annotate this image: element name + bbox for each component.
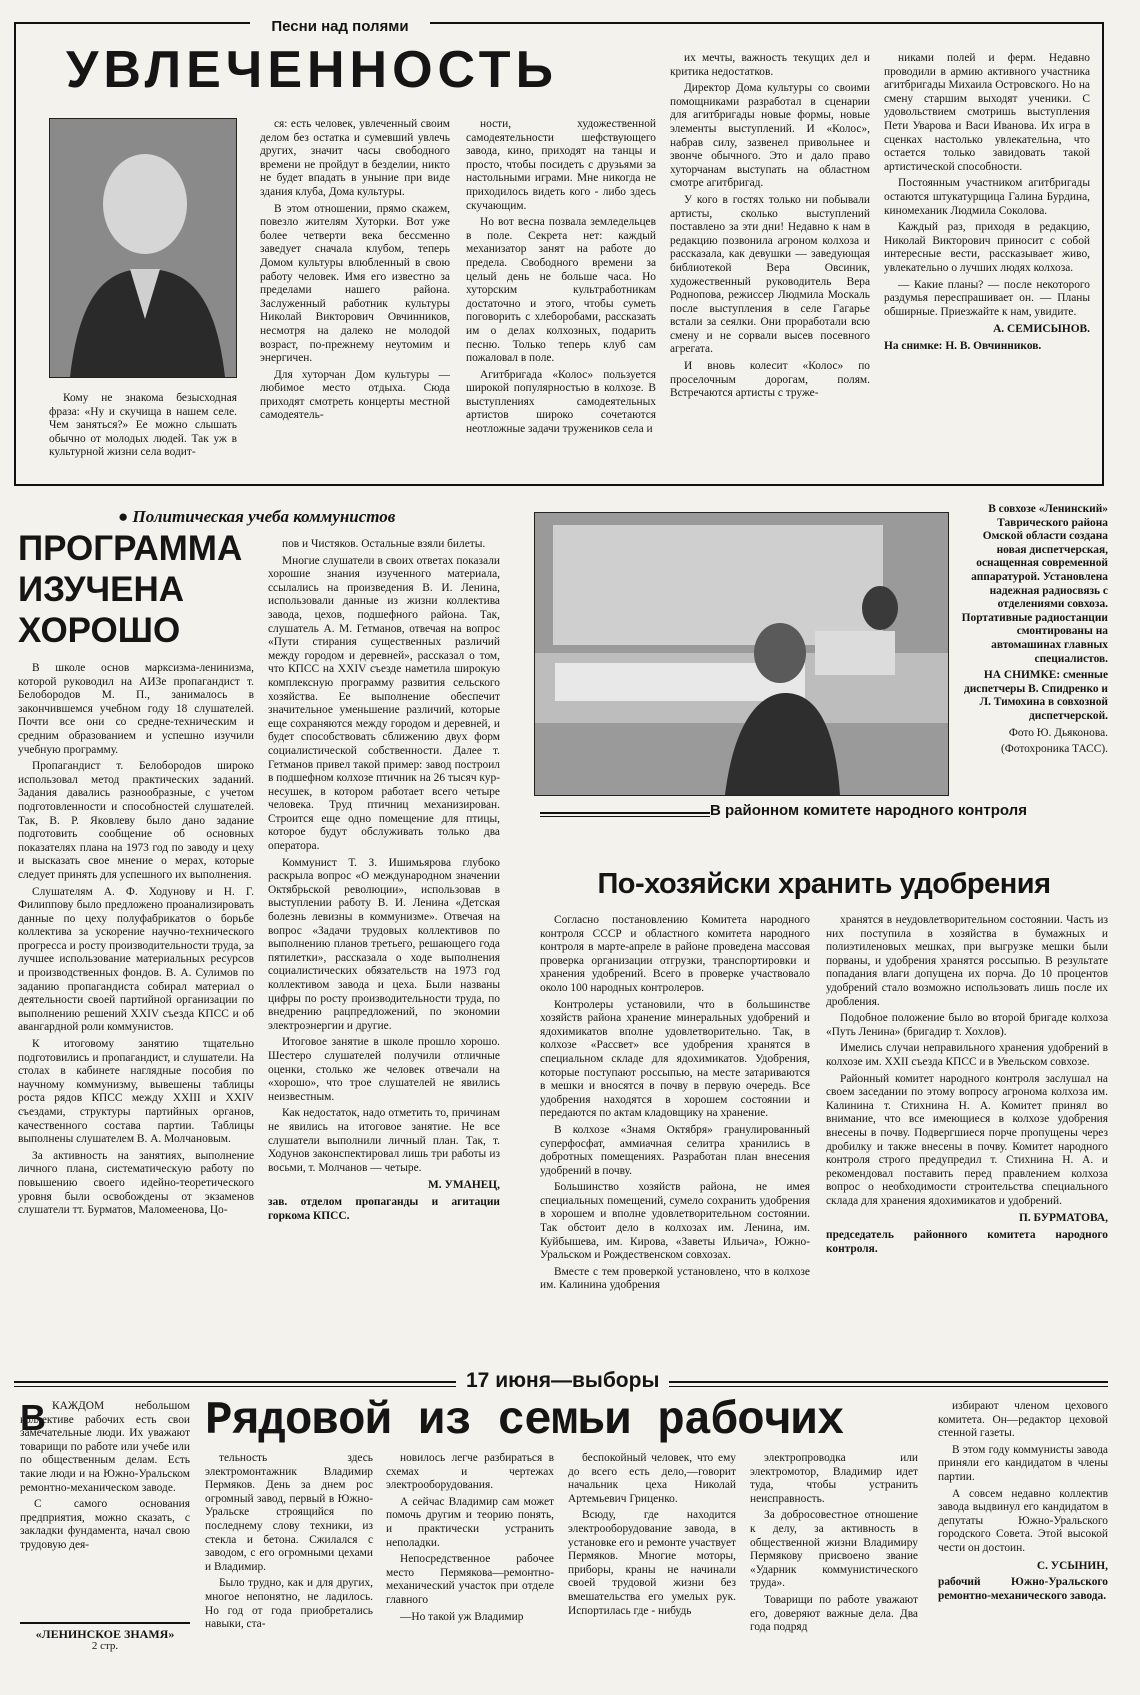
paragraph: У кого в гостях только ни побывали артисты, сколько выступлений поставлено за эти дни! Недавно к нам в редакцию позвонила агроном колхоза и рассказала, как девушки — заведующая библиотекой Вера Овсиник, художественный руководитель Вера Роднопова, режиссер Людмила Москаль после выступления в селе Гагарье встали за сеялки. Они проработали всю смену и не сорвали высев посевного агрегата. [670, 193, 870, 356]
photo-credit: Фото Ю. Дьяконова. [1008, 726, 1108, 739]
paragraph: А сейчас Владимир сам может помочь другим и теорию понять, и практически устранить неполадки. [386, 1495, 554, 1549]
paragraph: И вновь колесит «Колос» по проселочным дорогам, полям. Встречаются артисты с труже- [670, 360, 870, 400]
article-column-5 [884, 52, 1090, 484]
paragraph: Итоговое занятие в школе прошло хорошо. Шестеро слушателей получили отличные оценки, столько же человек отвечали на «хорошо», что трое слушателей не явились неизвестным. [268, 1036, 500, 1103]
paragraph: новилось легче разбираться в схемах и чертежах электрооборудования. [386, 1452, 554, 1492]
paragraph: Кому не знакома безысходная фраза: «Ну и скучища в нашем селе. Чем заняться?» Ее можно слышать обычно от молодых людей. Так уж в культурной жизни села водит- [49, 392, 237, 459]
paragraph: В колхозе «Знамя Октября» гранулированный суперфосфат, аммиачная селитра хранились в добротных помещениях. Разработан план внесения удобрений в почву. [540, 1123, 810, 1177]
article-column-3 [386, 1452, 554, 1688]
paragraph: Для хуторчан Дом культуры — любимое место отдыха. Сюда приходят смотреть концерты местной самодеятель- [260, 368, 450, 422]
section-kicker: В районном комитете народного контроля [710, 802, 1108, 819]
article-title [18, 528, 278, 651]
paragraph: Было трудно, как и для других, многое непонятно, не ладилось. Но год от года приобретались навыки, ста- [205, 1577, 373, 1631]
author-role: рабочий Южно-Уральского ремонтно-механического завода. [938, 1576, 1108, 1602]
paragraph: — Какие планы? — после некоторого раздумья переспрашивает он. — Планы обширные. Приезжайте к нам, увидите. [884, 278, 1090, 318]
news-photo [534, 512, 949, 796]
paragraph: Всюду, где находится электрооборудование завода, в установке его и ремонте участвует Пермяков. Многие моторы, приборы, краны не начинали своей трудовой жизни без вмешательства его умелых рук. Испортилась где - нибудь [568, 1509, 736, 1617]
paragraph: Агитбригада «Колос» пользуется широкой популярностью в колхозе. В выступлениях самодеятельных артистов широко сочетаются неотложные задачи тружеников села и [466, 368, 656, 436]
paragraph: их мечты, важность текущих дел и критика недостатков. [670, 52, 870, 78]
title-line: ПРОГРАММА [18, 529, 243, 568]
article-column-4 [568, 1452, 736, 1688]
paragraph: Коммунист Т. З. Ишимьярова глубоко раскрыла вопрос «О международном значении Октябрьской революции», использовав в выступлении работу В. И. Ленина «Детская болезнь левизны в коммунизме». Отвечая на вопрос «Задачи трудовых коллективов по выполнению планов третьего, решающего года пятилетки», рассказала о ходе выполнения социалистических обязательств на 1973 год коллективом завода и цеха. Были названы цифры по росту производительности труда, по внедрению рацпредложений, по экономии электроэнергии и другие. [268, 856, 500, 1032]
article-title: По-хозяйски хранить удобрения [597, 868, 1051, 900]
election-banner: 17 июня—выборы [456, 1369, 669, 1393]
title-line: ХОРОШО [18, 611, 181, 650]
photo-caption [958, 503, 1108, 803]
paragraph: Непосредственное рабочее место Пермякова—ремонтно-механический участок при отделе главного [386, 1553, 554, 1606]
paragraph: хранятся в неудовлетворительном состоянии. Часть из них поступила в хозяйства в бумажных и полиэтиленовых мешках, при выгрузке мешки были порваны, и удобрения хранятся россыпью. В результате попадания влаги допущена их порча. До 10 процентов удобрений стало возможно использовать лишь после их дробления. [826, 914, 1108, 1008]
author-signature: А. СЕМИСЫНОВ. [993, 323, 1090, 336]
paragraph: Имелись случаи неправильного хранения удобрений в колхозе им. XXII съезда КПСС и в Увельском совхозе. [826, 1042, 1108, 1068]
photo-agency: (Фотохроника ТАСС). [1000, 743, 1108, 756]
paragraph: Многие слушатели в своих ответах показали хорошие знания изученного материала, ссылались на произведения В. И. Ленина, использовали данные из жизни коллектива завода, цехов, подшефного района. Так, слушатель А. М. Гетманов, отвечая на вопрос «Пути стирания существенных различий между городом и деревней», рассказал о том, что КПСС на XXIV съезде наметила широкую комплексную программу развития сельского хозяйства. Ее выполнение обеспечит значительное уменьшение различий, которые еще сохраняются между городом и деревней, и будет способствовать сближению двух форм социалистической собственности. Далее т. Гетманов привел такой пример: завод построил в подшефном колхозе птичник на 26 тысяч кур-несушек, в котором работает всего четыре человека. Труд птичниц механизирован. Строится еще одно помещение для птицы, которое будут обслуживать только два оператора. [268, 554, 500, 853]
article-column-2 [205, 1452, 373, 1688]
paragraph: С самого основания предприятия, можно сказать, с закладки фундамента, начал свою трудовую дея- [20, 1498, 190, 1551]
paragraph: Товарищи по работе уважают его, доверяют важные дела. Два года подряд [750, 1593, 918, 1634]
paragraph: ности, художественной самодеятельности шефствующего завода, кино, приходят на танцы и просто, чтобы посидеть с друзьями за настольными играми. Мне никогда не приходилось видеть кого - либо здесь скучающим. [466, 118, 656, 212]
portrait-photo [49, 118, 237, 378]
article-column-6 [938, 1400, 1108, 1690]
paragraph: избирают членом цехового комитета. Он—редактор цеховой стенной газеты. [938, 1400, 1108, 1440]
section-kicker: Песни над полями [250, 18, 430, 35]
paragraph: НА СНИМКЕ: сменные диспетчеры В. Спидренко и Л. Тимохина в совхозной диспетчерской. [963, 669, 1108, 722]
article-column-3 [466, 118, 656, 484]
kicker-text: Политическая учеба коммунистов [132, 507, 396, 526]
left-border [14, 22, 16, 485]
paragraph: Согласно постановлению Комитета народного контроля СССР и областного комитета народного контроля в марте-апреле в районе проведена массовая проверка организации отгрузки, транспортировки и хранения удобрений. Всего в проверке участвовало около 100 народных контролеров. [540, 914, 810, 994]
article-column-4 [670, 52, 870, 484]
photo-note: На снимке: Н. В. Овчинников. [884, 339, 1042, 352]
paragraph: беспокойный человек, что ему до всего есть дело,—говорит начальник цеха Николай Артемьевич Гриценко. [568, 1452, 736, 1505]
newspaper-name: «ЛЕНИНСКОЕ ЗНАМЯ» [20, 1622, 190, 1642]
dispatch-room-scene [535, 513, 948, 795]
paragraph: Но вот весна позвала земледельцев в поле. Секрета нет: каждый механизатор занят на работе до предела. Свободного времени за целый день не больше часа. Но хуторским культработникам достаточно и этого, чтобы суметь поговорить с хлеборобами, рассказать им о делах колхозных, подарить песню. Только теперь клуб сам пожаловал в поле. [466, 216, 656, 365]
article-column-1 [540, 914, 810, 1354]
article-title: УВЛЕЧЕННОСТЬ [66, 41, 558, 99]
paragraph: Контролеры установили, что в большинстве хозяйств района хранение минеральных удобрений и ядохимикатов вполне удовлетворительно. Так, в колхозе «Рассвет» все удобрения хранятся в специальном складе для ядохимикатов. Удобрения, которые поступают россыпью, на месте затариваются в мешки и вносятся в почву в первую очередь. Все удобрения находятся в хорошем состоянии и передаются по актам кладовщику на хранение. [540, 998, 810, 1120]
paragraph: За добросовестное отношение к делу, за активность в общественной жизни Владимиру Пермякову присвоено звание «Ударник коммунистического труда». [750, 1509, 918, 1590]
article-column-2 [826, 914, 1108, 1354]
paragraph: КАЖДОМ небольшом коллективе рабочих есть свои замечательные люди. Их уважают товарищи по работе или учебе или по общественным делам. Есть такие люди и на Южно-Уральском ремонтно-механическом заводе. [20, 1400, 190, 1494]
paragraph: электропроводка или электромотор, Владимир идет туда, чтобы устранить неисправность. [750, 1452, 918, 1505]
drop-cap: В [20, 1397, 46, 1438]
paragraph: В этом отношении, прямо скажем, повезло жителям Хуторки. Вот уже более четверти века бессменно заведует сначала клубом, теперь Домом культуры влюбленный в свою работу человек. Имя его известно за пределами нашего района. Заслуженный работник культуры Николай Викторович Овчинников, несмотря на далеко не молодой возраст, по-прежнему неутомим и энергичен. [260, 202, 450, 365]
article-column-1 [20, 1397, 190, 1660]
author-role: зав. отделом пропаганды и агитации горкома КПСС. [268, 1195, 500, 1222]
paragraph: Директор Дома культуры со своими помощниками разработал в сценарии для агитбригады новые формы, новые элементы выступлений. И «Колос», набрав силу, зазвенел привольнее и звонче обычного. Это и дало право хуторчанам выступать на областном смотре агитбригад. [670, 82, 870, 190]
paragraph: Каждый раз, приходя в редакцию, Николай Викторович приносит с собой интересные вести, рассказывает живо, увлекательно о лучших людях колхоза. [884, 221, 1090, 274]
paragraph: В совхозе «Ленинский» Таврического района Омской области создана новая диспетчерская, оснащенная современной аппаратурой. Установлена надежная радиосвязь с отделениями совхоза. Портативные радиостанции смонтированы на автомашинах главных специалистов. [961, 503, 1108, 665]
paragraph: —Но такой уж Владимир [400, 1610, 524, 1623]
right-border [1102, 22, 1104, 485]
author-signature: М. УМАНЕЦ, [428, 1179, 500, 1192]
paragraph: Большинство хозяйств района, не имея специальных помещений, сумело сохранить удобрения в хорошем и вполне удовлетворительном состоянии. Так обстоит дело в колхозах им. Ленина, им. Куйбышева, им. Кирова, «Заветы Ильича», Южно-Уральском и Рождественском совхозах. [540, 1181, 810, 1262]
author-signature: С. УСЫНИН, [1036, 1559, 1108, 1572]
paragraph: Вместе с тем проверкой установлено, что в колхозе им. Калинина удобрения [540, 1265, 810, 1292]
section-kicker: ● Политическая учеба коммунистов [118, 507, 396, 526]
article-column-5 [750, 1452, 918, 1688]
paragraph: В этом году коммунисты завода приняли его кандидатом в члены партии. [938, 1443, 1108, 1483]
page-number: 2 стр. [91, 1640, 119, 1652]
paragraph: Постоянным участником агитбригады остаются штукатурщица Галина Бурдина, киномеханик Людмила Соколова. [884, 177, 1090, 217]
article-title: Рядовой из семьи рабочих [205, 1395, 844, 1447]
top-border [14, 22, 1104, 24]
title-line: ИЗУЧЕНА [18, 570, 185, 609]
article-column-2 [260, 118, 450, 484]
article-column-2 [268, 538, 500, 1348]
paragraph: Подобное положение было во второй бригаде колхоза «Путь Ленина» (бригадир т. Хохлов). [826, 1012, 1108, 1038]
paragraph: никами полей и ферм. Недавно проводили в армию активного участника агитбригады Михаила Островского. Но на смену старшим выходят ученики. С удовольствием смотришь выступления Пети Уварова и Васи Иванова. Их игра в сценках настолько увлекательна, что остается только завидовать такой артистической способности. [884, 52, 1090, 173]
paragraph: Как недостаток, надо отметить то, причинам не явились на итоговое занятие. Не все слушатели выполнили личный план. Так, т. Ходунов законспектировал лишь три работы из восьми, т. Молчанов — четыре. [268, 1107, 500, 1174]
paragraph: А совсем недавно коллектив завода выдвинул его кандидатом в депутаты Южно-Уральского городского Совета. Этой высокой чести он достоин. [938, 1487, 1108, 1554]
paragraph: ся: есть человек, увлеченный своим делом без остатка и сумевший увлечь других, значит часы свободного времени не пройдут в безделии, никто не будет впадать в уныние при виде здания клуба, Дома культуры. [260, 118, 450, 198]
paragraph: тельность здесь электромонтажник Владимир Пермяков. День за днем рос огромный завод, первый в Южно-Уральске строящийся по последнему слову техники, из стекла и бетона. Сжилался с заводом, с его огромными цехами и Владимир. [205, 1452, 373, 1573]
article-column-1 [49, 392, 237, 484]
author-role: председатель районного комитета народного контроля. [826, 1229, 1108, 1255]
paragraph: пов и Чистяков. Остальные взяли билеты. [282, 538, 486, 550]
paragraph: В школе основ марксизма-ленинизма, которой руководил на АИЗе пропагандист т. Белобородов М. П., занималось в закончившемся учебном году 18 слушателей. Почти все они со средне-техническим и средним образованием и успешно изучили учебную программу. [18, 662, 254, 756]
paragraph: За активность на занятиях, выполнение личного плана, систематическую работу по повышению своего идейно-теоретического уровня были освобождены от экзаменов слушатели тт. Бурматов, Маломеенова, Цо- [18, 1149, 254, 1217]
paragraph: Пропагандист т. Белобородов широко использовал метод практических заданий. Задания давались разнообразные, с учетом подготовленности и способностей слушателей. Так, В. Р. Яковлеву было дано задание подготовить сообщение об основных показателях плана на 1973 год по заводу и цеху и высказать свое мнение о мерах, которые следует принять для успешного их выполнения. [18, 760, 254, 881]
portrait-figure [50, 119, 236, 377]
author-signature: П. БУРМАТОВА, [1018, 1212, 1108, 1225]
paragraph: К итоговому занятию тщательно подготовились и пропагандист, и слушатели. На столах в кабинете наглядные пособия по научному коммунизму, вывешены таблицы роста рядов КПСС между XXIII и XXIV съездами, структуры партийных органов, качественного состава партии. Таблицы выполнены слушателем В. А. Молчановым. [18, 1038, 254, 1146]
paragraph: Слушателям А. Ф. Ходунову и Н. Г. Филиппову было предложено проанализировать данные по цеху полуфабрикатов о борьбе коллектива за ускорение научно-технического прогресса и росту производительности труда, за лучшее использование материальных ресурсов и производственных фондов. В. А. Сулимов по заданию пропагандиста собирал материал о деятельности своей партийной организации по выполнению решений XXIV съезда КПСС и об авангардной роли коммунистов. [18, 885, 254, 1034]
paragraph: Районный комитет народного контроля заслушал на своем заседании по этому вопросу агронома колхоза им. Калинина т. Стихнина Н. А. Комитет принял во внимание, что все имеющиеся в колхозе удобрения внесены в почву. Подвергшиеся порче пропущены через дробилку и также внесены в почву. Комитет народного контроля строго предупредил т. Стихнина Н. А. и рекомендовал поставить перед правлением колхоза вопрос о необходимости строительства специального склада для хранения ядохимикатов и удобрений. [826, 1072, 1108, 1207]
section-rule [14, 484, 1104, 486]
